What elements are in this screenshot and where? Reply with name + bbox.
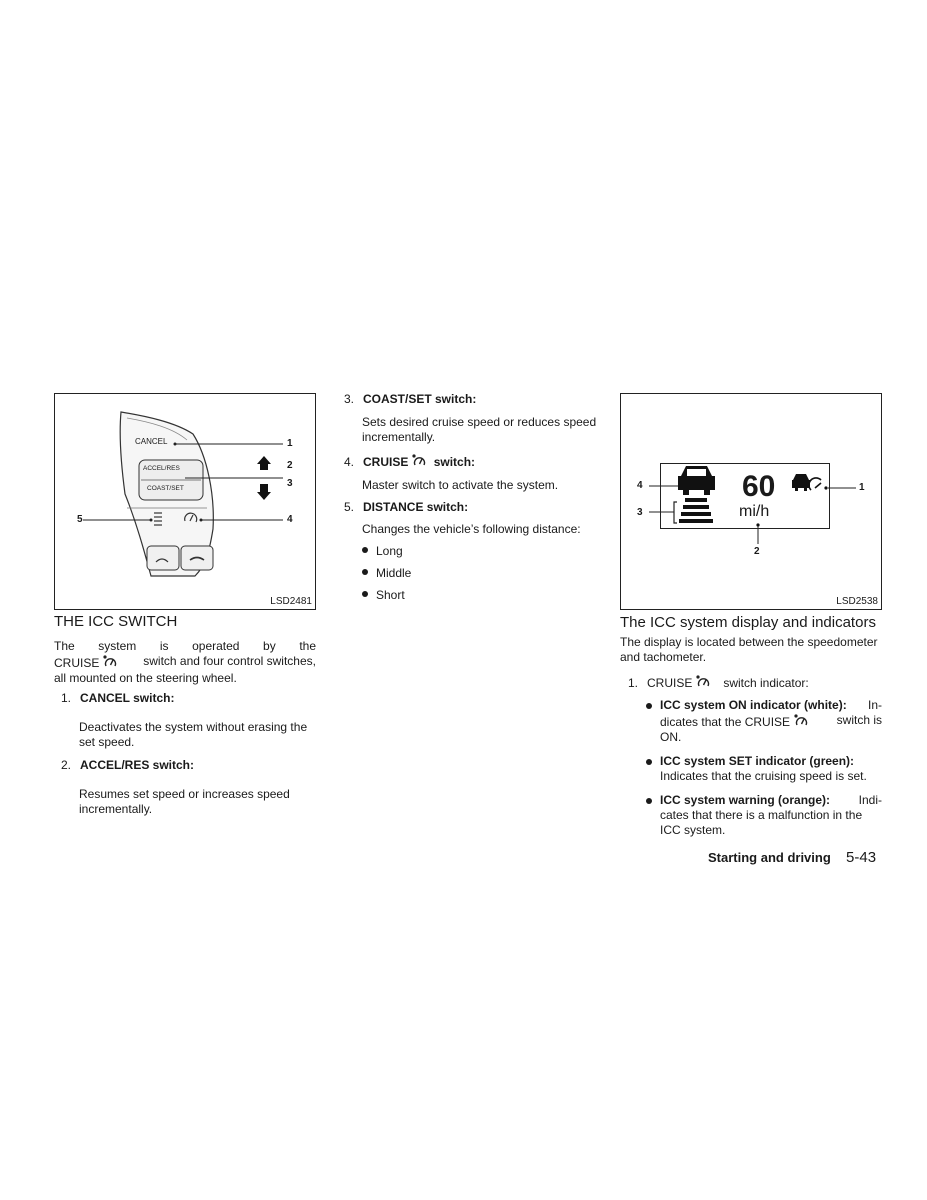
- icc-display-title: The ICC system display and indicators: [620, 614, 876, 631]
- accel-res-label: ACCEL/RES: [143, 465, 180, 472]
- callout-2: 2: [287, 460, 293, 471]
- item-cruise-word: CRUISE: [647, 676, 693, 690]
- bullet-title: ICC system SET indicator (green):: [660, 754, 855, 768]
- callout-4: 4: [637, 480, 643, 491]
- icc-display-figure: [620, 393, 882, 610]
- bullet-text: dicates that the CRUISE: [660, 715, 791, 729]
- bullet-title: ICC system warning (orange):: [660, 793, 831, 807]
- callout-4: 4: [287, 514, 293, 525]
- cancel-label: CANCEL: [135, 437, 168, 446]
- callout-3: 3: [637, 507, 643, 518]
- intro-line-1: The system is operated by the: [54, 639, 316, 653]
- bullet-text: cates that there is a malfunction in the ICC system.: [660, 808, 863, 837]
- item-title: DISTANCE switch:: [363, 500, 469, 514]
- callout-2: 2: [754, 546, 760, 557]
- callout-1: 1: [859, 482, 865, 493]
- coast-set-label: COAST/SET: [147, 485, 184, 492]
- intro-line-2: [54, 654, 316, 671]
- item-number: 1.: [61, 691, 72, 705]
- item-desc: Sets desired cruise speed or reduces speed incrementally.: [362, 415, 597, 444]
- intro-cruise-word: CRUISE: [54, 656, 100, 670]
- footer-section: Starting and driving: [708, 850, 831, 865]
- item-desc: Resumes set speed or increases speed incrementally.: [79, 787, 290, 816]
- icc-switch-title: THE ICC SWITCH: [54, 613, 178, 630]
- cruise-icon: [411, 453, 427, 469]
- item-desc: Changes the vehicle’s following distance:: [362, 522, 581, 536]
- item-number: 3.: [344, 392, 355, 406]
- icc-switch-intro: [54, 639, 316, 686]
- steering-switch-illustration: [55, 394, 315, 609]
- list-item-accel-res: [61, 758, 316, 817]
- item-title: CRUISE: [363, 455, 409, 469]
- callout-1: 1: [287, 438, 293, 449]
- bullet-text: Indicates that the cruising speed is set.: [660, 769, 867, 783]
- bullet-title: ICC system ON indicator (white):: [660, 698, 847, 712]
- item-desc: Deactivates the system without erasing the set speed.: [79, 720, 308, 749]
- bullet-icon: [646, 798, 652, 804]
- speed-value: 60: [742, 470, 776, 503]
- icc-display-intro: The display is located between the speedometer and tachometer.: [620, 635, 878, 664]
- page-number: 5-43: [846, 849, 877, 866]
- switch-list-middle: [344, 392, 602, 610]
- item-desc: Master switch to activate the system.: [362, 478, 559, 492]
- list-item-cruise: [344, 453, 602, 493]
- item-number: 2.: [61, 758, 72, 772]
- callout-3: 3: [287, 478, 293, 489]
- bullet-icon: [362, 569, 368, 575]
- page-footer: [708, 849, 876, 866]
- list-item: Long: [362, 544, 602, 566]
- item-title: COAST/SET switch:: [363, 392, 477, 406]
- cruise-icon: [793, 713, 809, 729]
- figure-code: LSD2538: [836, 596, 878, 607]
- distance-options: [362, 544, 602, 610]
- list-item-coast-set: [344, 392, 602, 445]
- cruise-icon: [695, 674, 711, 690]
- item-suffix: switch indicator:: [723, 676, 809, 690]
- item-title: ACCEL/RES switch:: [80, 758, 195, 772]
- list-item-cruise-indicator: [628, 674, 882, 691]
- bullet-text: ON.: [660, 730, 682, 744]
- bullet-icon: [362, 591, 368, 597]
- bullet-text: Indi-: [858, 793, 882, 807]
- list-item: Middle: [362, 566, 602, 588]
- cruise-icon: [102, 654, 118, 670]
- callout-5: 5: [77, 514, 83, 525]
- list-item-warning-indicator: [646, 793, 882, 838]
- list-item-set-indicator: [646, 754, 882, 784]
- switch-list-left: [61, 691, 316, 817]
- list-item-on-indicator: [646, 698, 882, 745]
- intro-line-3: all mounted on the steering wheel.: [54, 671, 237, 685]
- list-item-cancel: [61, 691, 316, 750]
- indicator-list: [628, 674, 882, 838]
- item-number: 4.: [344, 455, 355, 469]
- bullet-icon: [646, 759, 652, 765]
- bullet-icon: [646, 703, 652, 709]
- bullet-text: switch is: [836, 713, 882, 727]
- figure-code: LSD2481: [270, 596, 312, 607]
- icc-switch-figure: [54, 393, 316, 610]
- bullet-text: In-: [867, 698, 882, 712]
- intro-line-2-rest: switch and four control switches,: [143, 654, 316, 668]
- bullet-icon: [362, 547, 368, 553]
- list-item-distance: [344, 500, 602, 537]
- item-title-suffix: switch:: [433, 455, 476, 469]
- item-title: CANCEL switch:: [80, 691, 175, 705]
- list-item: Short: [362, 588, 602, 610]
- speed-unit: mi/h: [739, 503, 770, 520]
- item-number: 1.: [628, 676, 639, 690]
- item-number: 5.: [344, 500, 355, 514]
